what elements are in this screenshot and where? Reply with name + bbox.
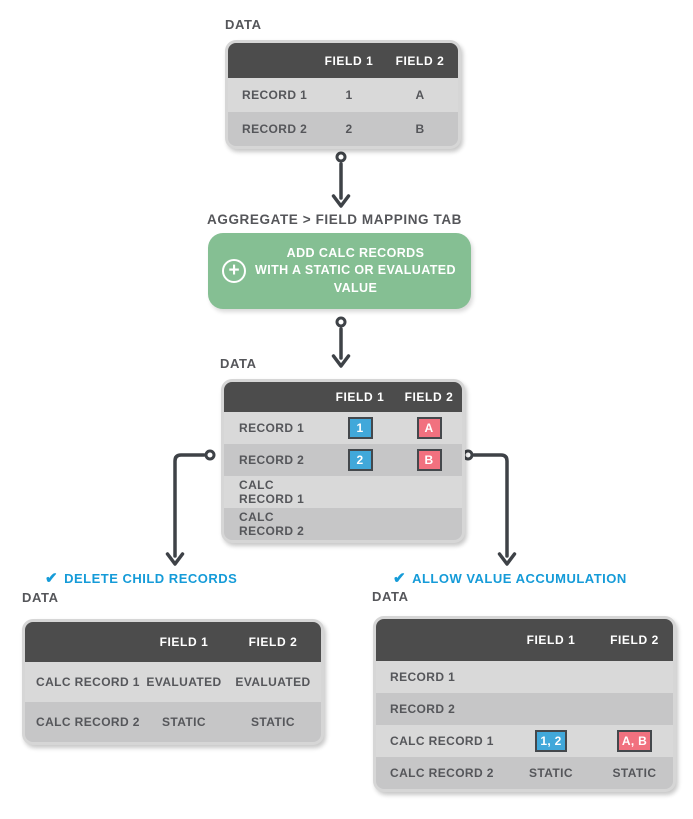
cell-value [506,730,596,752]
row-label: CALC RECORD 2 [36,715,140,729]
value-chip-red: A, B [617,730,652,752]
cell-value [596,730,673,752]
table-row [224,476,462,508]
table-row [376,661,673,693]
value-chip-red: A [417,417,442,439]
action-text-line: ADD CALC RECORDS [286,245,425,260]
value-chip-blue: 1 [348,417,373,439]
cell-value: EVALUATED [146,675,222,689]
column-header-field2: FIELD 2 [610,633,659,647]
row-label: CALC RECORD 1 [390,734,494,748]
table-row [25,662,321,702]
option-text: DELETE CHILD RECORDS [64,571,238,586]
arrowhead-icon [334,196,349,206]
column-header-field1: FIELD 1 [324,53,374,68]
source-data-table [225,40,461,149]
arrow-left-down-icon [175,455,204,556]
table-row [224,444,462,476]
connector-dot-icon [464,451,472,459]
action-text [254,245,457,298]
cell-value: 1 [345,88,353,102]
source-table-title: DATA [225,17,262,32]
row-label: CALC RECORD 1 [36,675,140,689]
connector-dot-icon [206,451,214,459]
row-label: CALC RECORD 1 [239,478,305,506]
column-header-field2: FIELD 2 [395,53,445,68]
accumulate-table-title: DATA [372,589,409,604]
cell-value [324,417,396,439]
cell-value: STATIC [529,766,573,780]
accumulate-data-table [373,616,676,792]
arrowhead-icon [168,554,183,564]
check-icon: ✔ [393,570,407,587]
column-header-field2: FIELD 2 [404,390,454,404]
table-header-row [228,43,458,78]
delete-data-table [22,619,324,745]
row-label: RECORD 2 [390,702,456,716]
option-text: ALLOW VALUE ACCUMULATION [412,571,627,586]
cell-value: EVALUATED [235,675,311,689]
table-header-row [25,622,321,662]
cell-value: STATIC [162,715,206,729]
result-data-table [221,379,465,543]
cell-value: STATIC [251,715,295,729]
cell-value [324,449,396,471]
column-header-field1: FIELD 1 [159,635,209,649]
table-row [224,412,462,444]
cell-value [396,417,462,439]
result-table-title: DATA [220,356,257,371]
cell-value [396,449,462,471]
column-header-field1: FIELD 1 [335,390,385,404]
cell-value: 2 [345,122,353,136]
table-row [376,693,673,725]
allow-value-accumulation-option [393,571,627,586]
delete-child-records-option [45,571,237,586]
table-row [376,725,673,757]
cell-value: A [415,88,425,102]
cell-value: STATIC [612,766,657,780]
row-label: RECORD 1 [242,88,308,102]
column-header-field2: FIELD 2 [248,635,298,649]
connector-dot-icon [337,318,345,326]
row-label: RECORD 2 [239,453,305,467]
value-chip-blue: 2 [348,449,373,471]
step-label: AGGREGATE > FIELD MAPPING TAB [207,212,463,227]
column-header-field1: FIELD 1 [526,633,576,647]
add-calc-records-action [208,233,471,309]
table-row [25,702,321,742]
action-text-line: WITH A STATIC OR EVALUATED [255,263,456,278]
table-row [228,112,458,146]
arrowhead-icon [500,554,515,564]
row-label: RECORD 1 [390,670,456,684]
check-icon: ✔ [45,570,59,587]
table-header-row [224,382,462,412]
plus-circle-icon: + [222,259,246,283]
table-row [376,757,673,789]
table-header-row [376,619,673,661]
action-text-line: VALUE [333,280,378,295]
delete-table-title: DATA [22,590,59,605]
row-label: RECORD 2 [242,122,308,136]
value-chip-blue: 1, 2 [535,730,566,752]
row-label: CALC RECORD 2 [390,766,494,780]
value-chip-red: B [417,449,442,471]
row-label: RECORD 1 [239,421,305,435]
arrow-right-down-icon [474,455,507,556]
row-label: CALC RECORD 2 [239,510,305,538]
connector-dot-icon [337,153,345,161]
cell-value: B [415,122,425,136]
arrowhead-icon [334,356,349,366]
table-row [224,508,462,540]
table-row [228,78,458,112]
